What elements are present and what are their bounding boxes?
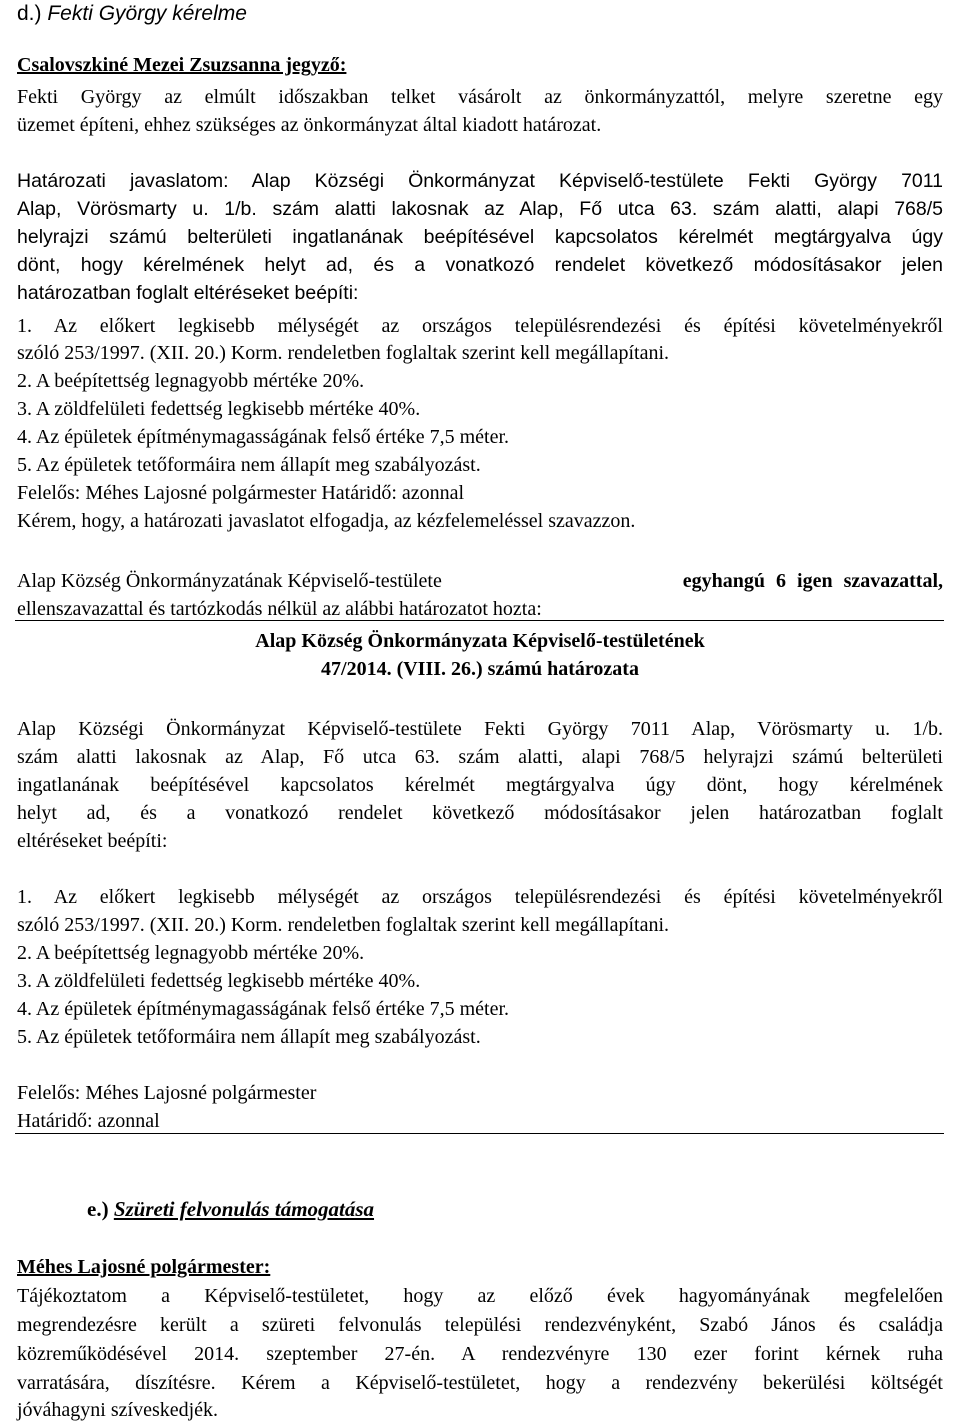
speaker-mayor: Méhes Lajosné polgármester: bbox=[17, 1256, 271, 1278]
resolution-item: 5. Az épületek tetőformáira nem állapít meg szabályozást. bbox=[17, 1026, 481, 1048]
request-line: Kérem, hogy, a határozati javaslatot elfogadja, az kézfelemeléssel szavazzon. bbox=[17, 510, 636, 532]
vote-line bbox=[17, 568, 943, 595]
intro-line: üzemet építeni, ehhez szükséges az önkormányzat által kiadott határozat. bbox=[17, 114, 602, 136]
section-d-label: d.) bbox=[17, 2, 42, 25]
section-e-line: Tájékoztatom a Képviselő-testületet, hogy az előző évek hagyományának megfelelően bbox=[17, 1285, 943, 1307]
resolution-line: Alap Községi Önkormányzat Képviselő-testülete Fekti György 7011 Alap, Vörösmarty u. 1/b. bbox=[17, 718, 943, 740]
vote-result: egyhangú 6 igen szavazattal, bbox=[682, 570, 943, 592]
section-d-heading bbox=[17, 0, 943, 27]
section-e-title: Szüreti felvonulás támogatása bbox=[113, 1197, 375, 1221]
resolution-responsible: Felelős: Méhes Lajosné polgármester bbox=[17, 1082, 317, 1104]
resolution-item: 4. Az épületek építménymagasságának felső értéke 7,5 méter. bbox=[17, 998, 510, 1020]
proposal-item: 4. Az épületek építménymagasságának felső értéke 7,5 méter. bbox=[17, 426, 510, 448]
resolution-heading: Alap Község Önkormányzata Képviselő-testületének bbox=[255, 630, 705, 652]
resolution-line: eltéréseket beépíti: bbox=[17, 830, 168, 852]
resolution-item: 3. A zöldfelületi fedettség legkisebb mértéke 40%. bbox=[17, 970, 421, 992]
section-e-line: közreműködésével 2014. szeptember 27-én. A rendezvényre 130 ezer forint kérnek ruha bbox=[17, 1343, 943, 1365]
resolution-box bbox=[15, 620, 944, 1134]
resolution-item: 1. Az előkert legkisebb mélységét az országos településrendezési és építési követelményekről bbox=[17, 886, 943, 908]
proposal-item: 1. Az előkert legkisebb mélységét az országos településrendezési és építési követelményekről bbox=[17, 315, 943, 337]
section-d-title: Fekti György kérelme bbox=[47, 2, 247, 25]
proposal-line: dönt, hogy kérelmének helyt ad, és a vonatkozó rendelet következő módosításakor jelen bbox=[17, 254, 943, 276]
resolution-line: helyt ad, és a vonatkozó rendelet következő módosításakor jelen határozatban foglalt bbox=[17, 802, 943, 824]
resolution-item: szóló 253/1997. (XII. 20.) Korm. rendeletben foglaltak szerint kell megállapítani. bbox=[17, 914, 670, 936]
proposal-item: szóló 253/1997. (XII. 20.) Korm. rendeletben foglaltak szerint kell megállapítani. bbox=[17, 342, 670, 364]
proposal-line: Határozati javaslatom: Alap Községi Önkormányzat Képviselő-testülete Fekti György 7011 bbox=[17, 170, 943, 192]
proposal-line: Alap, Vörösmarty u. 1/b. szám alatti lakosnak az Alap, Fő utca 63. szám alatti, alapi 768/5 bbox=[17, 198, 943, 220]
speaker-notary: Csalovszkiné Mezei Zsuzsanna jegyző: bbox=[17, 54, 347, 76]
section-e-label: e.) bbox=[87, 1197, 109, 1221]
proposal-line: határozatban foglalt eltéréseket beépíti: bbox=[17, 282, 359, 304]
section-e-line: megrendezésre került a szüreti felvonulás települési rendezvényként, Szabó János és családja bbox=[17, 1314, 943, 1336]
proposal-item: 2. A beépítettség legnagyobb mértéke 20%. bbox=[17, 370, 365, 392]
proposal-item: 5. Az épületek tetőformáira nem állapít meg szabályozást. bbox=[17, 454, 481, 476]
proposal-item: 3. A zöldfelületi fedettség legkisebb mértéke 40%. bbox=[17, 398, 421, 420]
vote-line: ellenszavazattal és tartózkodás nélkül az alábbi határozatot hozta: bbox=[17, 598, 542, 620]
responsible-line: Felelős: Méhes Lajosné polgármester Határidő: azonnal bbox=[17, 482, 465, 504]
resolution-item: 2. A beépítettség legnagyobb mértéke 20%. bbox=[17, 942, 365, 964]
proposal-line: helyrajzi számú belterületi ingatlanának beépítésével kapcsolatos kérelmét megtárgyalva úgy bbox=[17, 226, 943, 248]
resolution-line: ingatlanának beépítésével kapcsolatos kérelmét megtárgyalva úgy dönt, hogy kérelmének bbox=[17, 774, 943, 796]
vote-body: Alap Község Önkormányzatának Képviselő-testülete bbox=[17, 570, 442, 592]
resolution-number: 47/2014. (VIII. 26.) számú határozata bbox=[321, 658, 639, 680]
resolution-line: szám alatti lakosnak az Alap, Fő utca 63. szám alatti, alapi 768/5 helyrajzi számú belterületi bbox=[17, 746, 943, 768]
resolution-deadline: Határidő: azonnal bbox=[17, 1110, 160, 1132]
intro-line: Fekti György az elmúlt időszakban telket vásárolt az önkormányzattól, melyre szeretne egy bbox=[17, 86, 943, 108]
section-e-line: varratására, díszítésre. Kérem a Képviselő-testületet, hogy a rendezvény bekerülési költségét bbox=[17, 1372, 943, 1394]
section-e-line: jóváhagyni szíveskedjék. bbox=[17, 1399, 219, 1421]
section-e-heading bbox=[87, 1196, 374, 1223]
